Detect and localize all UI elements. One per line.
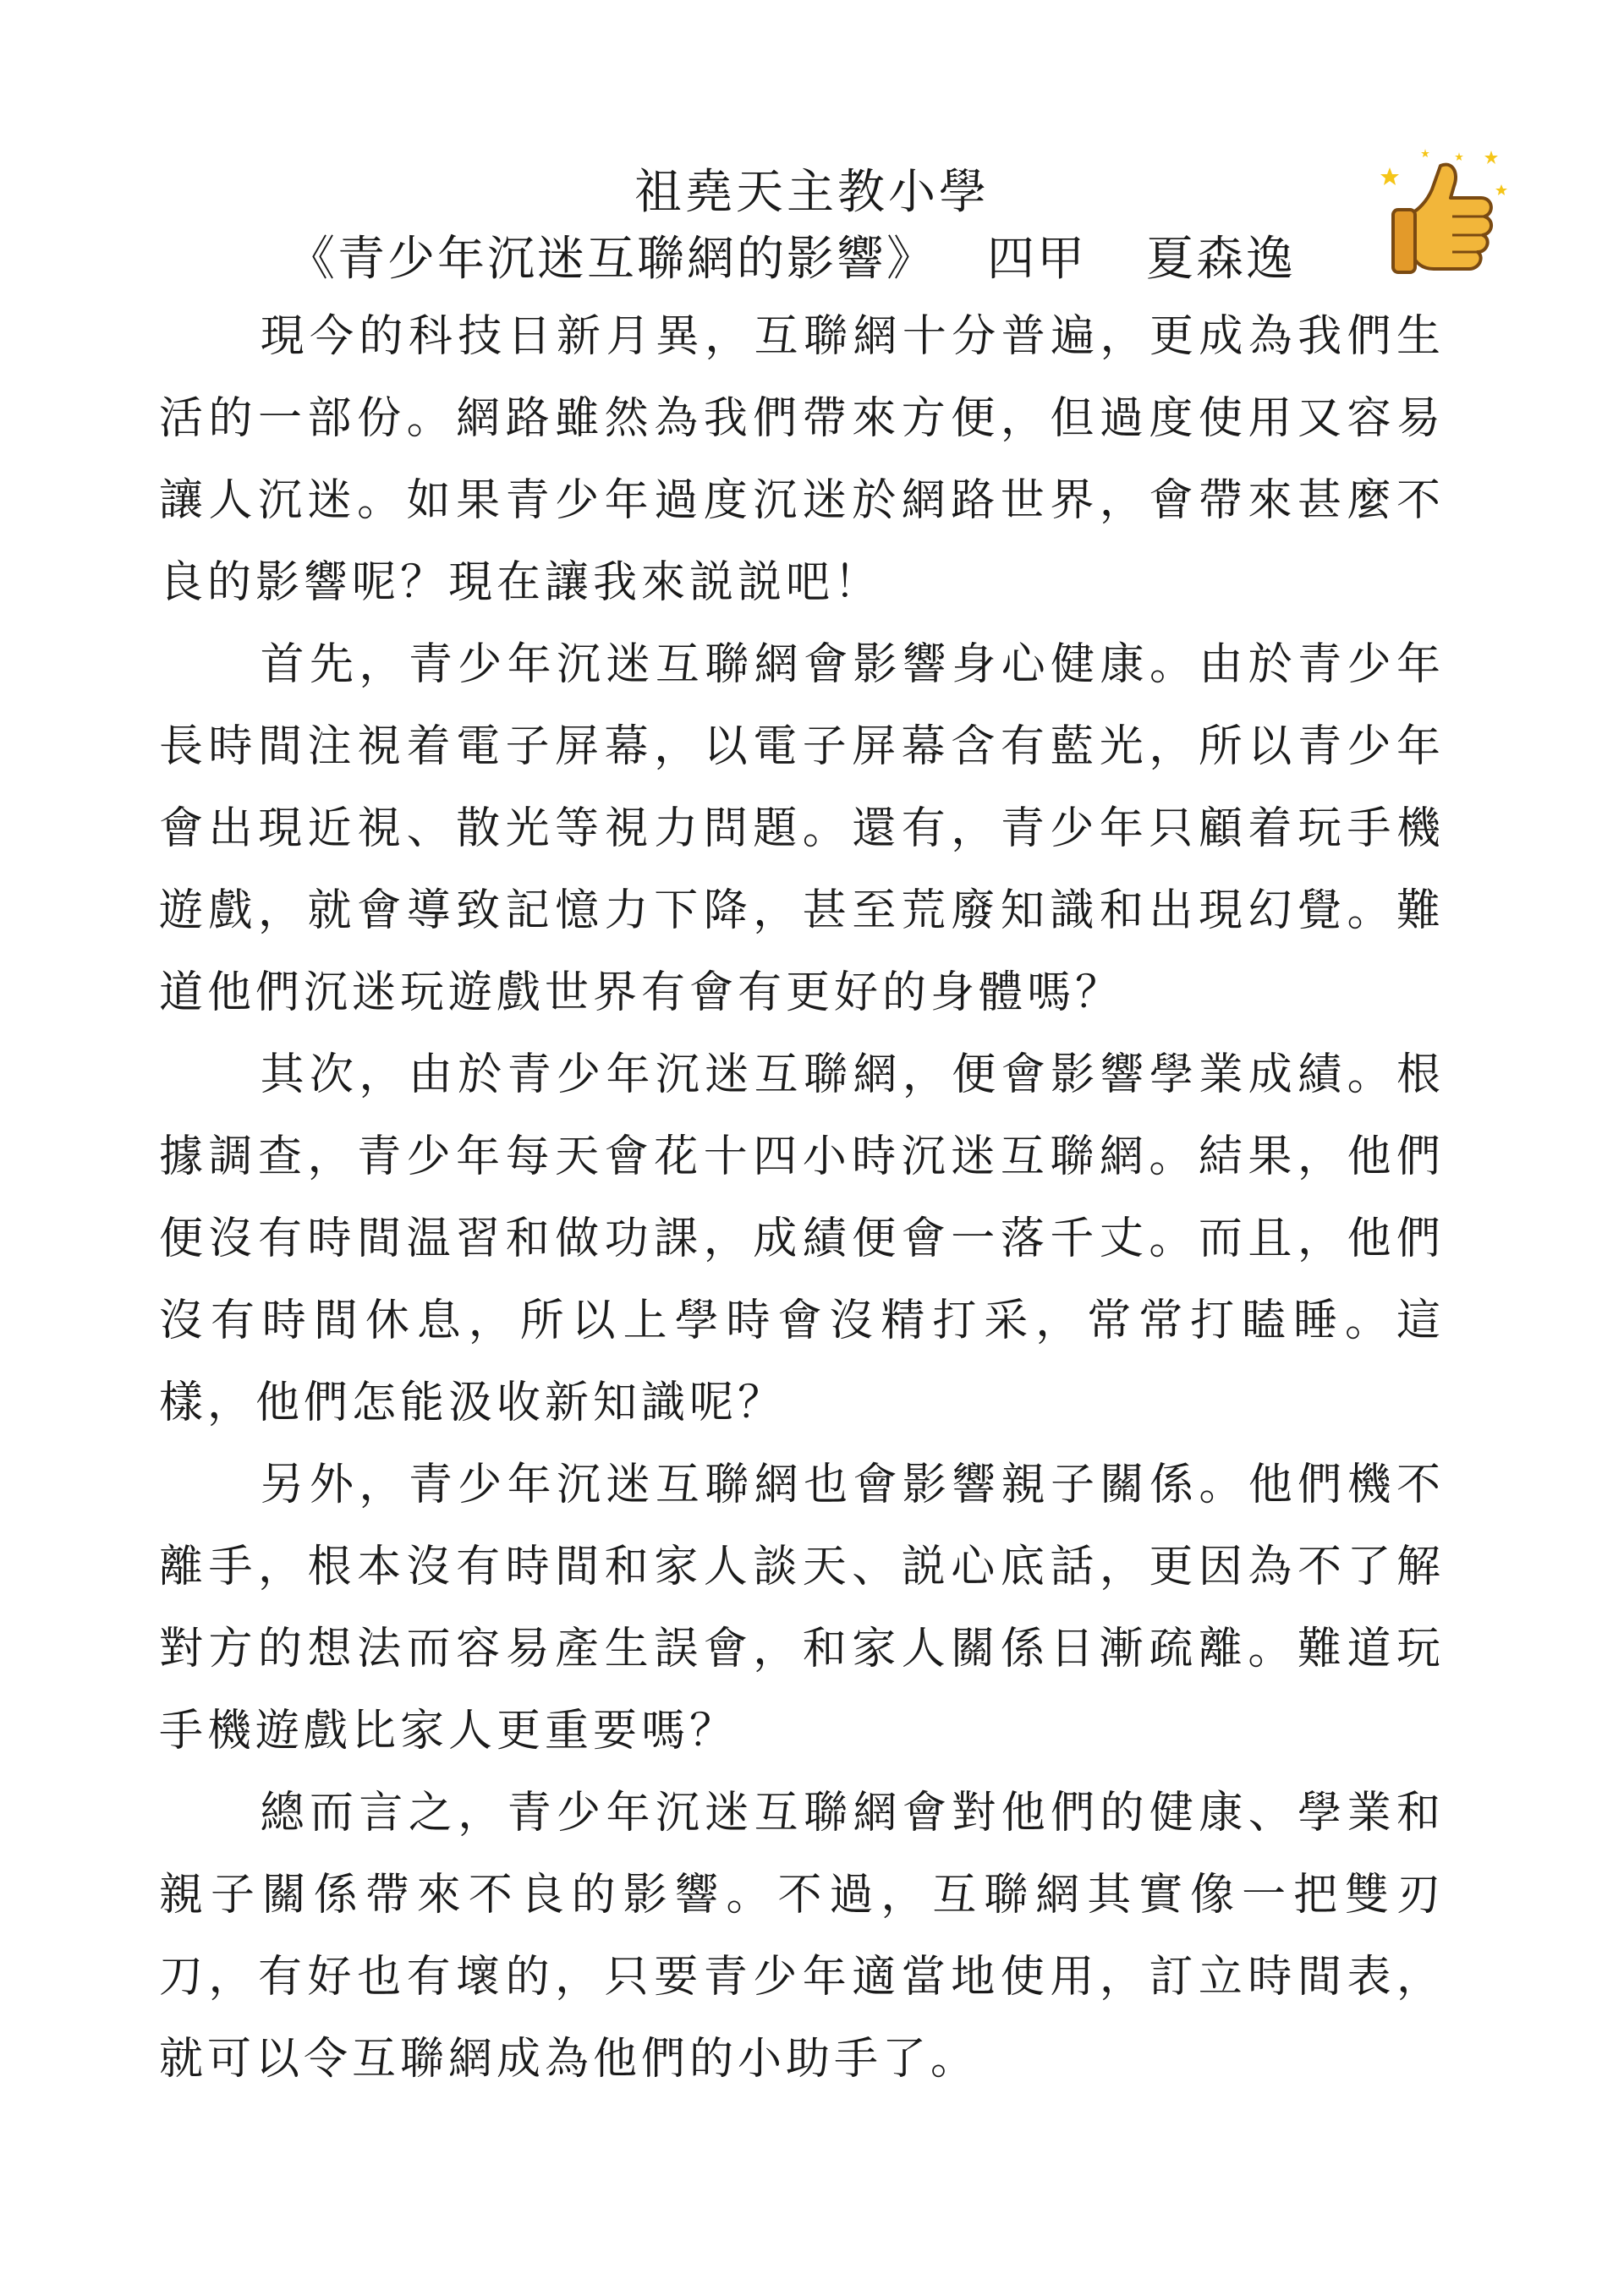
title-line xyxy=(288,222,1296,298)
paragraph-2: 首先，青少年沉迷互聯網會影響身心健康。由於青少年長時間注視着電子屏幕，以電子屏幕含有藍光，所以青少年會出現近視、散光等視力問題。還有，青少年只顧着玩手機遊戲，就會導致記憶力下降，甚至荒廢知識和出現幻覺。難道他們沉迷玩遊戲世界有會有更好的身體嗎？ xyxy=(159,639,1445,1018)
paragraph-3: 其次，由於青少年沉迷互聯網，便會影響學業成績。根據調查，青少年每天會花十四小時沉迷互聯網。結果，他們便沒有時間温習和做功課，成績便會一落千丈。而且，他們沒有時間休息，所以上學時會沒精打采，常常打瞌睡。這樣，他們怎能汲收新知識呢？ xyxy=(159,1049,1445,1428)
school-name: 祖堯天主教小學 xyxy=(634,165,990,220)
paragraph-1: 現今的科技日新月異，互聯網十分普遍，更成為我們生活的一部份。網路雖然為我們帶來方便，但過度使用又容易讓人沉迷。如果青少年過度沉迷於網路世界，會帶來甚麼不良的影響呢？現在讓我來説説吧！ xyxy=(159,311,1445,608)
essay-title: 《青少年沉迷互聯網的影響》 xyxy=(288,232,936,287)
thumbs-up-icon xyxy=(1374,142,1510,277)
paragraph-4: 另外，青少年沉迷互聯網也會影響親子關係。他們機不離手，根本沒有時間和家人談天、説心底話，更因為不了解對方的想法而容易產生誤會，和家人關係日漸疏離。難道玩手機遊戲比家人更重要嗎？ xyxy=(159,1460,1445,1756)
author-name: 夏森逸 xyxy=(1146,232,1296,287)
paragraph-5: 總而言之，青少年沉迷互聯網會對他們的健康、學業和親子關係帶來不良的影響。不過，互聯網其實像一把雙刃刀，有好也有壞的，只要青少年適當地使用，訂立時間表，就可以令互聯網成為他們的小助手了。 xyxy=(159,1788,1445,2085)
essay-body xyxy=(159,296,1445,2101)
class-name: 四甲 xyxy=(987,232,1087,287)
